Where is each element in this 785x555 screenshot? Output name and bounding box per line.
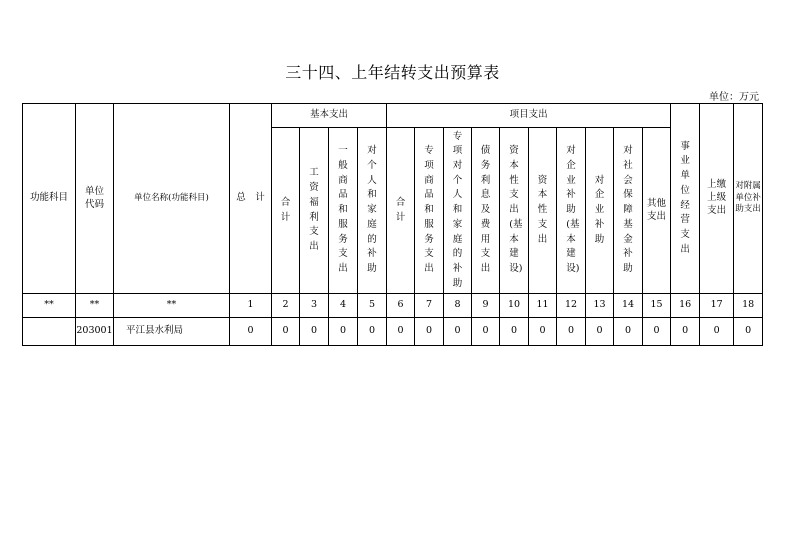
- data-cell: 0: [329, 318, 358, 346]
- index-cell: 4: [329, 294, 358, 318]
- index-row: [23, 294, 763, 318]
- header-project-group: 项目支出: [387, 104, 671, 128]
- index-cell: 8: [444, 294, 472, 318]
- index-cell: **: [76, 294, 114, 318]
- header-project-col: 专项对个人和家庭的补助: [444, 128, 472, 294]
- index-cell: 13: [586, 294, 614, 318]
- data-cell: 0: [614, 318, 643, 346]
- data-cell: 0: [700, 318, 734, 346]
- data-cell: 0: [300, 318, 329, 346]
- header-project-col: 对企业补助: [586, 128, 614, 294]
- index-cell: 16: [671, 294, 700, 318]
- header-project-col: 其他支出: [643, 128, 671, 294]
- data-cell: 平江县水利局: [114, 318, 230, 346]
- header-project-col: 债务利息及费用支出: [472, 128, 500, 294]
- header-project-col: 对社会保障基金补助: [614, 128, 643, 294]
- header-basic-col: 一般商品和服务支出: [329, 128, 358, 294]
- data-cell: 0: [358, 318, 387, 346]
- data-cell: 0: [472, 318, 500, 346]
- header-project-col: 资本性支出(基本建设): [500, 128, 529, 294]
- unit-label: 单位：万元: [709, 92, 759, 103]
- index-cell: 12: [557, 294, 586, 318]
- header-func-code: 功能科目: [23, 104, 76, 294]
- index-cell: 7: [415, 294, 444, 318]
- index-cell: 11: [529, 294, 557, 318]
- header-project-col: 资本性支出: [529, 128, 557, 294]
- index-cell: 2: [272, 294, 300, 318]
- data-cell: 0: [387, 318, 415, 346]
- index-cell: 3: [300, 294, 329, 318]
- data-cell: 0: [734, 318, 763, 346]
- index-cell: 1: [230, 294, 272, 318]
- index-cell: 5: [358, 294, 387, 318]
- header-unit-code: 单位代码: [76, 104, 114, 294]
- header-upper: 上缴上级支出: [700, 104, 734, 294]
- data-cell: 0: [671, 318, 700, 346]
- header-basic-group: 基本支出: [272, 104, 387, 128]
- data-cell: 0: [529, 318, 557, 346]
- data-cell: 0: [643, 318, 671, 346]
- data-cell: [23, 318, 76, 346]
- header-project-col: 专项商品和服务支出: [415, 128, 444, 294]
- header-biz: 事业单位经营支出: [671, 104, 700, 294]
- index-cell: **: [114, 294, 230, 318]
- header-subsidy: 对附属单位补助支出: [734, 104, 763, 294]
- data-cell: 0: [272, 318, 300, 346]
- page-title: 三十四、上年结转支出预算表: [285, 63, 500, 82]
- index-cell: 18: [734, 294, 763, 318]
- index-cell: 9: [472, 294, 500, 318]
- header-total: 总 计: [230, 104, 272, 294]
- data-cell: 0: [586, 318, 614, 346]
- index-cell: 10: [500, 294, 529, 318]
- header-project-col: 对企业补助(基本建设): [557, 128, 586, 294]
- header-basic-col: 对个人和家庭的补助: [358, 128, 387, 294]
- header-unit-name: 单位名称(功能科目): [114, 104, 230, 294]
- header-basic-col: 合计: [272, 128, 300, 294]
- data-cell: 203001: [76, 318, 114, 346]
- data-cell: 0: [557, 318, 586, 346]
- index-cell: 15: [643, 294, 671, 318]
- data-cell: 0: [230, 318, 272, 346]
- header-basic-col: 工资福利支出: [300, 128, 329, 294]
- data-cell: 0: [415, 318, 444, 346]
- header-project-col: 合计: [387, 128, 415, 294]
- data-cell: 0: [444, 318, 472, 346]
- index-cell: 14: [614, 294, 643, 318]
- index-cell: 6: [387, 294, 415, 318]
- index-cell: **: [23, 294, 76, 318]
- index-cell: 17: [700, 294, 734, 318]
- table-row: [23, 318, 763, 346]
- data-cell: 0: [500, 318, 529, 346]
- budget-table: [22, 103, 763, 346]
